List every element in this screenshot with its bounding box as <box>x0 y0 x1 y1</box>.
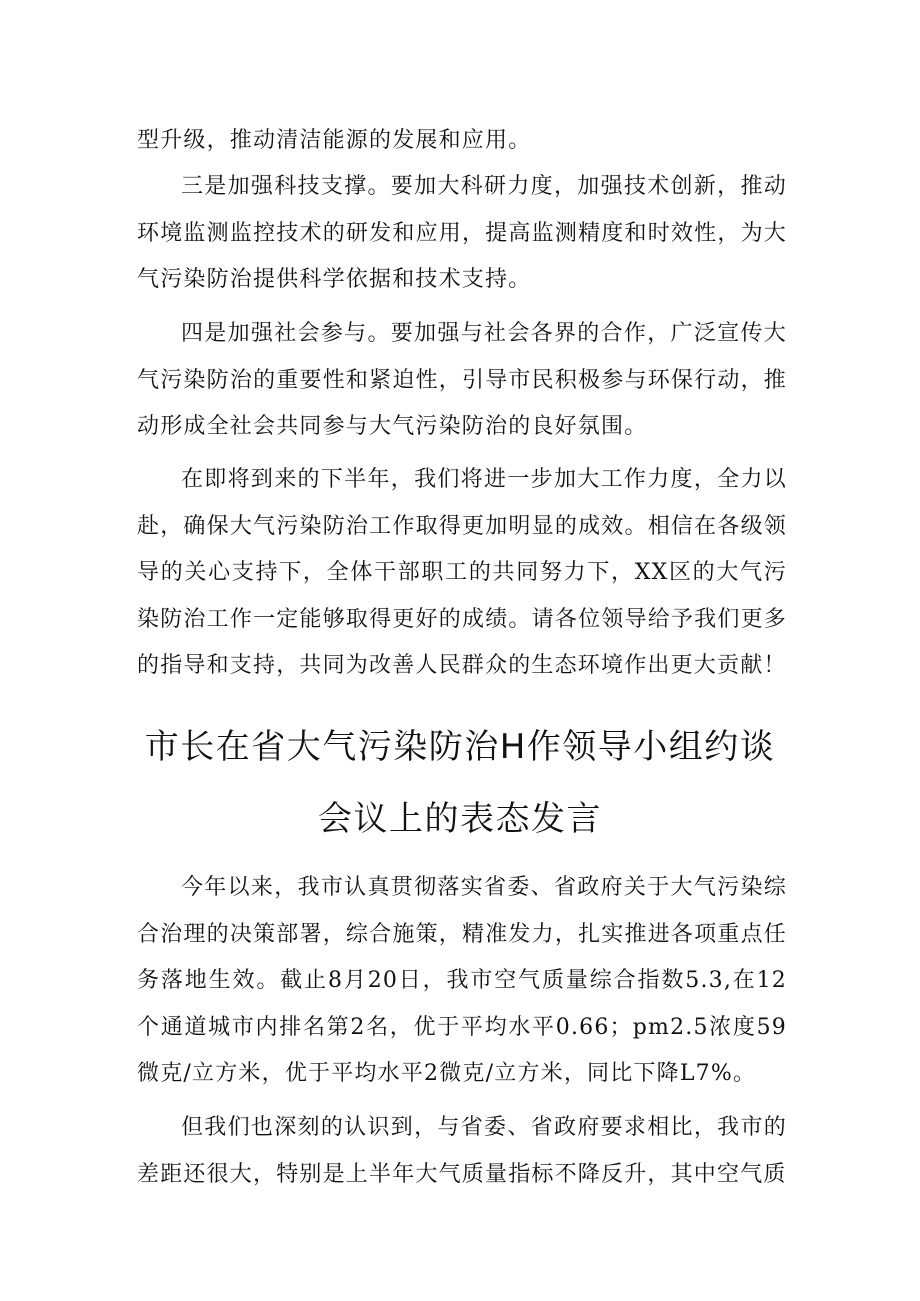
paragraph-intro: 今年以来，我市认真贯彻落实省委、省政府关于大气污染综合治理的决策部署，综合施策，精准发力，扎实推进各项重点任务落地生效。截止8月20日，我市空气质量综合指数5.3,在12个通道城市内排名第2名，优于平均水平0.66；pm2.5浓度59微克/立方米，优于平均水平2微克/立方米，同比下降L7%。 <box>137 875 787 1086</box>
speech-title-line-1: 市长在省大气污染防治H作领导小组约谈 <box>144 727 776 767</box>
paragraph-gap: 但我们也深刻的认识到，与省委、省政府要求相比，我市的差距还很大，特别是上半年大气质量指标不降反升，其中空气质 <box>137 1115 787 1187</box>
paragraph-continuation: 型升级，推动清洁能源的发展和应用。 <box>137 128 532 153</box>
paragraph-second-half: 在即将到来的下半年，我们将进一步加大工作力度，全力以赴，确保大气污染防治工作取得更加明显的成效。相信在各级领导的关心支持下，全体干部职工的共同努力下，XX区的大气污染防治工作一定能够取得更好的成绩。请各位领导给予我们更多的指导和支持，共同为改善人民群众的生态环境作出更大贡献！ <box>137 467 787 678</box>
speech-title-line-2: 会议上的表态发言 <box>318 799 602 839</box>
paragraph-tech-support: 三是加强科技支撑。要加大科研力度，加强技术创新，推动环境监测监控技术的研发和应用，提高监测精度和时效性，为大气污染防治提供科学依据和技术支持。 <box>137 174 787 292</box>
paragraph-social-participation: 四是加强社会参与。要加强与社会各界的合作，广泛宣传大气污染防治的重要性和紧迫性，引导市民积极参与环保行动，推动形成全社会共同参与大气污染防治的良好氛围。 <box>137 321 787 439</box>
